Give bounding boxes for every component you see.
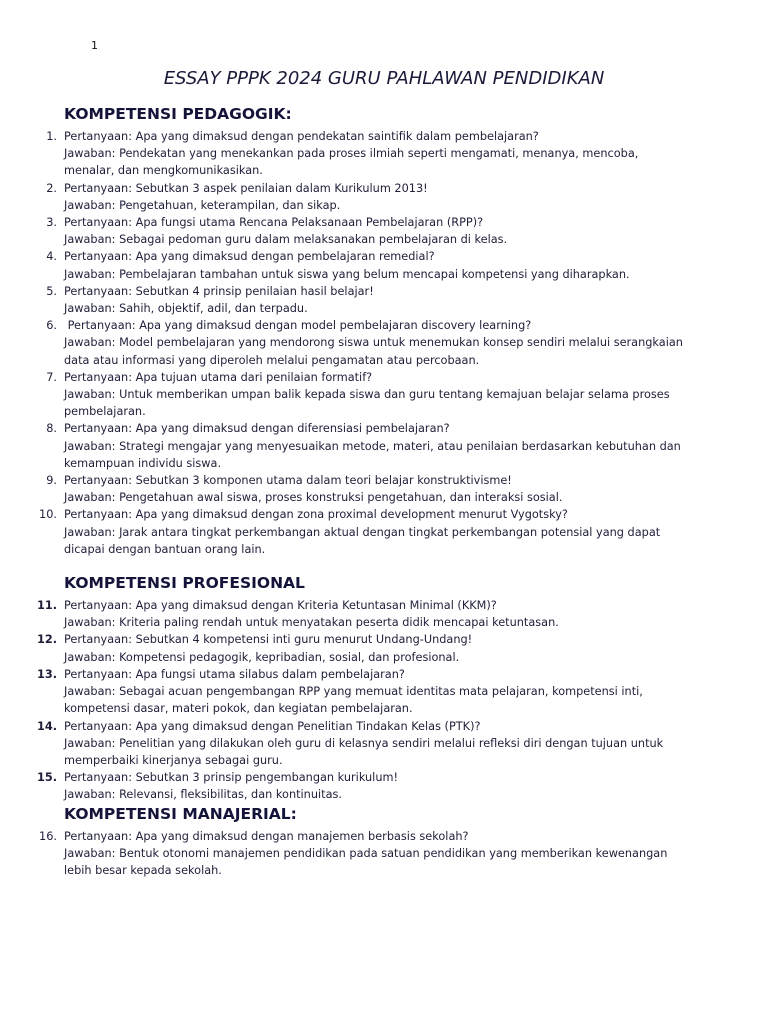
qa-item <box>0 248 768 282</box>
section-pedagogik <box>0 104 768 558</box>
question-text: Pertanyaan: Apa fungsi utama Rencana Pelaksanaan Pembelajaran (RPP)? <box>64 216 484 230</box>
qa-list <box>0 828 768 880</box>
qa-list <box>0 597 768 803</box>
question-text: Pertanyaan: Sebutkan 3 prinsip pengembangan kurikulum! <box>64 771 399 785</box>
page-number: 1 <box>91 39 98 52</box>
item-number: 12. <box>36 633 57 647</box>
answer-text: Jawaban: Strategi mengajar yang menyesuaikan metode, materi, atau penilaian berdasarkan kebutuhan dan kemampuan individu siswa. <box>64 439 681 470</box>
question-text: Pertanyaan: Apa yang dimaksud dengan diferensiasi pembelajaran? <box>64 422 450 436</box>
item-number: 14. <box>36 719 57 733</box>
item-number: 2. <box>46 181 57 195</box>
section-heading: KOMPETENSI MANAJERIAL: <box>64 804 297 823</box>
section-gap <box>0 558 768 573</box>
qa-item <box>0 828 768 880</box>
question-text: Pertanyaan: Apa tujuan utama dari penilaian formatif? <box>64 370 373 384</box>
answer-text: Jawaban: Pendekatan yang menekankan pada proses ilmiah seperti mengamati, menanya, mencoba, menalar, dan mengkomunikasikan. <box>64 147 639 178</box>
question-text: Pertanyaan: Apa fungsi utama silabus dalam pembelajaran? <box>64 667 405 681</box>
qa-list <box>0 128 768 558</box>
qa-item <box>0 472 768 506</box>
question-text: Pertanyaan: Apa yang dimaksud dengan model pembelajaran discovery learning? <box>64 319 532 333</box>
answer-text: Jawaban: Sahih, objektif, adil, dan terpadu. <box>64 302 308 316</box>
qa-item <box>0 283 768 317</box>
answer-text: Jawaban: Model pembelajaran yang mendorong siswa untuk menemukan konsep sendiri melalui serangkaian data atau informasi yang diperoleh melalui pengamatan atau percobaan. <box>64 336 683 367</box>
section-heading: KOMPETENSI PROFESIONAL <box>64 574 305 593</box>
answer-text: Jawaban: Penelitian yang dilakukan oleh guru di kelasnya sendiri melalui refleksi diri dengan tujuan untuk memperbaiki kinerjanya sebagai guru. <box>64 736 664 767</box>
question-text: Pertanyaan: Sebutkan 4 kompetensi inti guru menurut Undang-Undang! <box>64 633 473 647</box>
question-text: Pertanyaan: Apa yang dimaksud dengan Penelitian Tindakan Kelas (PTK)? <box>64 719 481 733</box>
answer-text: Jawaban: Relevansi, fleksibilitas, dan kontinuitas. <box>64 788 342 802</box>
answer-text: Jawaban: Kriteria paling rendah untuk menyatakan peserta didik mencapai ketuntasan. <box>64 616 559 630</box>
qa-item <box>0 597 768 631</box>
question-text: Pertanyaan: Sebutkan 4 prinsip penilaian hasil belajar! <box>64 284 374 298</box>
section-manajerial <box>0 804 768 880</box>
question-text: Pertanyaan: Sebutkan 3 aspek penilaian dalam Kurikulum 2013! <box>64 181 428 195</box>
qa-item <box>0 718 768 770</box>
item-number: 1. <box>46 130 57 143</box>
answer-text: Jawaban: Sebagai pedoman guru dalam melaksanakan pembelajaran di kelas. <box>64 233 508 247</box>
question-text: Pertanyaan: Apa yang dimaksud dengan zona proximal development menurut Vygotsky? <box>64 508 568 522</box>
item-number: 7. <box>46 370 57 384</box>
section-heading: KOMPETENSI PEDAGOGIK: <box>64 105 292 123</box>
item-number: 16. <box>39 829 57 843</box>
question-text: Pertanyaan: Apa yang dimaksud dengan Kriteria Ketuntasan Minimal (KKM)? <box>64 599 497 613</box>
qa-item <box>0 369 768 421</box>
question-text: Pertanyaan: Sebutkan 3 komponen utama dalam teori belajar konstruktivisme! <box>64 474 512 488</box>
qa-item <box>0 214 768 248</box>
item-number: 3. <box>46 216 57 230</box>
question-text: Pertanyaan: Apa yang dimaksud dengan manajemen berbasis sekolah? <box>64 829 469 843</box>
item-number: 6. <box>46 319 57 333</box>
question-text: Pertanyaan: Apa yang dimaksud dengan pembelajaran remedial? <box>64 250 435 264</box>
qa-item <box>0 666 768 718</box>
qa-item <box>0 128 768 180</box>
item-number: 13. <box>36 667 57 681</box>
answer-text: Jawaban: Sebagai acuan pengembangan RPP yang memuat identitas mata pelajaran, kompetensi inti, kompetensi dasar, materi pokok, dan kegiatan pembelajaran. <box>64 685 643 716</box>
answer-text: Jawaban: Pengetahuan, keterampilan, dan sikap. <box>64 198 341 212</box>
item-number: 4. <box>46 250 57 264</box>
item-number: 11. <box>36 599 57 613</box>
document-title: ESSAY PPPK 2024 GURU PAHLAWAN PENDIDIKAN <box>163 68 605 89</box>
qa-item <box>0 317 768 369</box>
answer-text: Jawaban: Kompetensi pedagogik, kepribadian, sosial, dan profesional. <box>64 650 460 664</box>
qa-item <box>0 180 768 214</box>
qa-item <box>0 631 768 665</box>
item-number: 10. <box>39 508 57 522</box>
section-profesional <box>0 573 768 803</box>
item-number: 5. <box>46 284 57 298</box>
answer-text: Jawaban: Pembelajaran tambahan untuk siswa yang belum mencapai kompetensi yang diharapkan. <box>64 267 630 281</box>
answer-text: Jawaban: Jarak antara tingkat perkembangan aktual dengan tingkat perkembangan potensial yang dapat dicapai dengan bantuan orang lain. <box>64 525 661 556</box>
item-number: 9. <box>46 474 57 488</box>
qa-item <box>0 506 768 558</box>
qa-item <box>0 769 768 803</box>
answer-text: Jawaban: Untuk memberikan umpan balik kepada siswa dan guru tentang kemajuan belajar selama proses pembelajaran. <box>64 388 670 419</box>
answer-text: Jawaban: Bentuk otonomi manajemen pendidikan pada satuan pendidikan yang memberikan kewenangan lebih besar kepada sekolah. <box>64 846 668 877</box>
item-number: 15. <box>36 771 57 785</box>
answer-text: Jawaban: Pengetahuan awal siswa, proses konstruksi pengetahuan, dan interaksi sosial. <box>64 491 563 505</box>
question-text: Pertanyaan: Apa yang dimaksud dengan pendekatan saintifik dalam pembelajaran? <box>64 130 539 143</box>
document-body <box>0 104 768 879</box>
qa-item <box>0 420 768 472</box>
item-number: 8. <box>46 422 57 436</box>
